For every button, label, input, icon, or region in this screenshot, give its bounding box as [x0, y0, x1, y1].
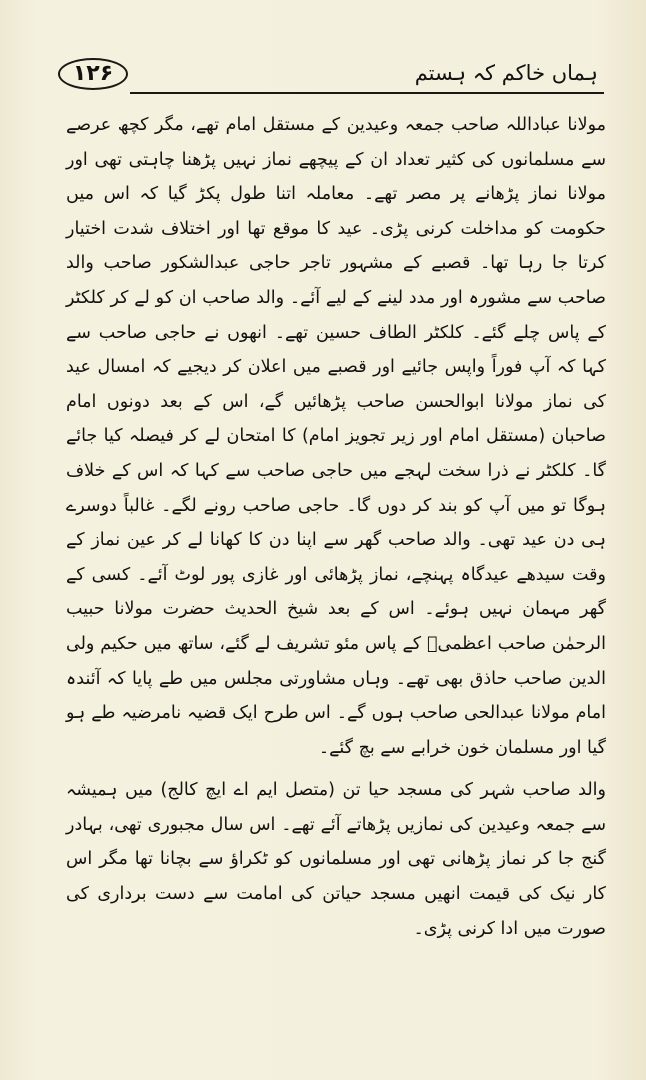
- paragraph-1: مولانا عباداللہ صاحب جمعہ وعیدین کے مستقل امام تھے، مگر کچھ عرصے سے مسلمانوں کی کثیر تعداد ان کے پیچھے نماز نہیں پڑھنا چاہتی تھی اور مولانا نماز پڑھانے پر مصر تھے۔ معاملہ اتنا طول پکڑ گیا کہ اس میں حکومت کو مداخلت کرنی پڑی۔ عید کا موقع تھا اور اختلاف شدت اختیار کرتا جا رہا تھا۔ قصبے کے مشہور تاجر حاجی عبدالشکور صاحب والد صاحب سے مشورہ اور مدد لینے کے لیے آئے۔ والد صاحب ان کو لے کر کلکٹر کے پاس چلے گئے۔ کلکٹر الطاف حسین تھے۔ انھوں نے حاجی صاحب سے کہا کہ آپ فوراً واپس جائیے اور قصبے میں اعلان کر دیجیے کہ امسال عید کی نماز مولانا ابوالحسن صاحب پڑھائیں گے، اس کے بعد دونوں امام صاحبان (مستقل امام اور زیر تجویز امام) کا امتحان لے کر فیصلہ کیا جائے گا۔ کلکٹر نے ذرا سخت لہجے میں حاجی صاحب سے کہا کہ اس کے خلاف ہوگا تو میں آپ کو بند کر دوں گا۔ حاجی صاحب رونے لگے۔ غالباً دوسرے ہی دن عید تھی۔ والد صاحب گھر سے اپنا دن کا کھانا لے کر عین نماز کے وقت سیدھے عیدگاہ پہنچے، نماز پڑھائی اور غازی پور لوٹ آئے۔ کسی کے گھر مہمان نہیں ہوئے۔ اس کے بعد شیخ الحدیث حضرت مولانا حبیب الرحمٰن صاحب اعظمیؒ کے پاس مئو تشریف لے گئے، ساتھ میں حکیم ولی الدین صاحب حاذق بھی تھے۔ وہاں مشاورتی مجلس میں طے پایا کہ آئندہ امام مولانا عبدالحی صاحب ہوں گے۔ اس طرح ایک قضیہ نامرضیہ طے ہو گیا اور مسلمان خون خرابے سے بچ گئے۔: [66, 115, 606, 758]
- header-rule: [130, 92, 604, 94]
- show-through-texture: [196, 1012, 556, 1028]
- running-title: ہماں خاکم کہ ہستم: [414, 61, 598, 85]
- page-number: ۱۲۶: [58, 58, 128, 90]
- body-text: [66, 108, 606, 946]
- paragraph-2: والد صاحب شہر کی مسجد حیا تن (متصل ایم اے ایچ کالج) میں ہمیشہ سے جمعہ وعیدین کی نمازیں پڑھاتے آئے تھے۔ اس سال مجبوری تھی، بہادر گنج جا کر نماز پڑھانی تھی اور مسلمانوں کو ٹکراؤ سے بچانا تھا مگر اس کار نیک کی قیمت انھیں مسجد حیاتن کی امامت سے دست برداری کی صورت میں ادا کرنی پڑی۔: [66, 780, 606, 939]
- page-header: [52, 56, 604, 96]
